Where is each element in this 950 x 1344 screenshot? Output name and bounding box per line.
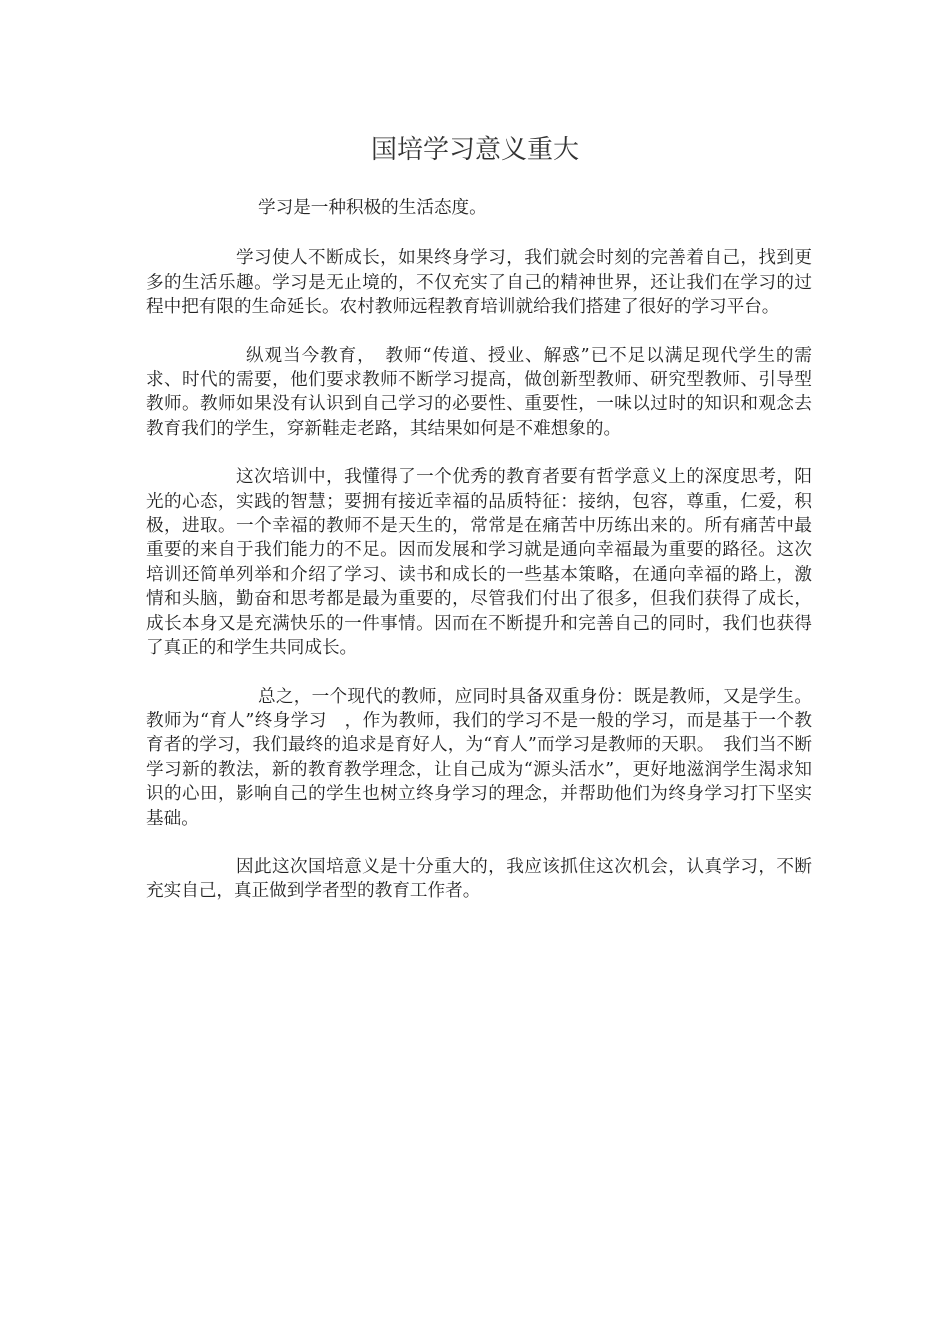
paragraph-lead: 学习是一种积极的生活态度。: [258, 198, 487, 218]
document-title: 国培学习意义重大: [370, 135, 579, 165]
document-body: [146, 196, 812, 928]
paragraph-1: 学习使人不断成长，如果终身学习，我们就会时刻的完善着自己，找到更多的生活乐趣。学习是无止境的，不仅充实了自己的精神世界，还让我们在学习的过程中把有限的生命延长。农村教师远程教育培训就给我们搭建了很好的学习平台。: [146, 248, 812, 318]
paragraph-5: 因此这次国培意义是十分重大的，我应该抓住这次机会，认真学习，不断充实自己，真正做到学者型的教育工作者。: [146, 856, 812, 902]
paragraph-4: 总之，一个现代的教师，应同时具备双重身份：既是教师，又是学生。教师为“育人”终身学习 ，作为教师，我们的学习不是一般的学习，而是基于一个教育者的学习，我们最终的追求是育好人，为“育人”而学习是教师的天职。 我们当不断学习新的教法，新的教育教学理念，让自己成为“源头活水”，更好地滋润学生渴求知识的心田，影响自己的学生也树立终身学习的理念，并帮助他们为终身学习打下坚实基础。: [146, 686, 812, 829]
paragraph-2: 纵观当今教育， 教师“传道、授业、解惑”已不足以满足现代学生的需求、时代的需要，他们要求教师不断学习提高，做创新型教师、研究型教师、引导型教师。教师如果没有认识到自己学习的必要性、重要性，一味以过时的知识和观念去教育我们的学生，穿新鞋走老路，其结果如何是不难想象的。: [146, 345, 812, 439]
paragraph-3: 这次培训中，我懂得了一个优秀的教育者要有哲学意义上的深度思考，阳光的心态，实践的智慧；要拥有接近幸福的品质特征：接纳，包容，尊重，仁爱，积极，进取。一个幸福的教师不是天生的，常常是在痛苦中历练出来的。所有痛苦中最重要的来自于我们能力的不足。因而发展和学习就是通向幸福最为重要的路径。这次培训还简单列举和介绍了学习、读书和成长的一些基本策略，在通向幸福的路上，激情和头脑，勤奋和思考都是最为重要的，尽管我们付出了很多，但我们获得了成长，成长本身又是充满快乐的一件事情。因而在不断提升和完善自己的同时，我们也获得了真正的和学生共同成长。: [146, 467, 812, 659]
